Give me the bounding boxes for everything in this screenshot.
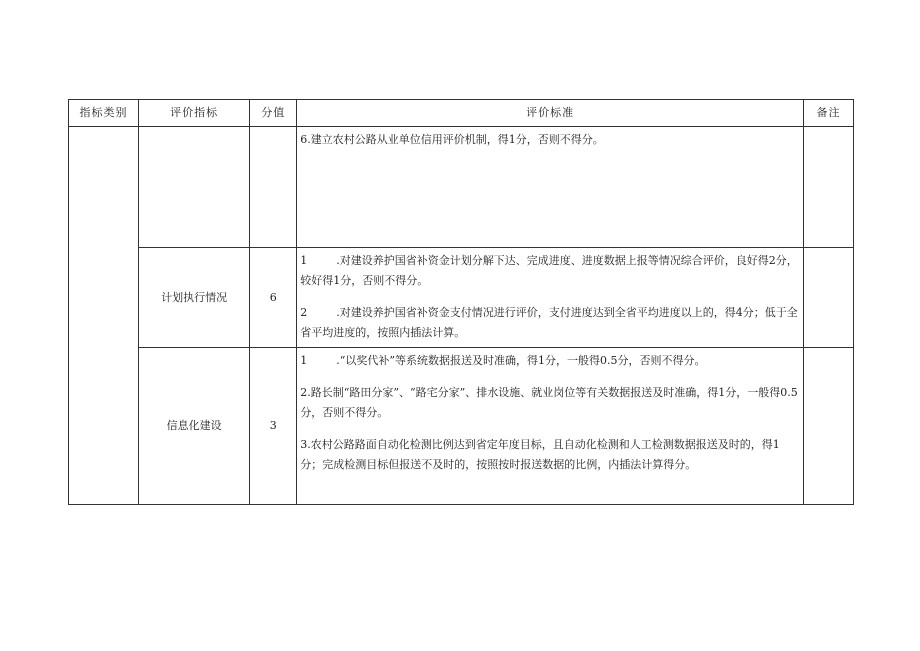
criterion-item [300, 303, 801, 343]
table-row [69, 127, 854, 248]
standard-cell [297, 248, 804, 348]
category-cell [69, 127, 139, 505]
header-standard: 评价标准 [297, 100, 804, 127]
indicator-cell: 信息化建设 [139, 348, 250, 505]
table-header-row [69, 100, 854, 127]
criterion-item [300, 383, 801, 423]
criterion-text: .对建设养护国省补资金支付情况进行评价，支付进度达到全省平均进度以上的，得4分；低于全省平均进度的，按照内插法计算。 [300, 306, 798, 339]
indicator-cell: 计划执行情况 [139, 248, 250, 348]
criterion-text: .“以奖代补”等系统数据报送及时准确，得1分，一般得0.5分，否则不得分。 [336, 354, 706, 367]
header-indicator: 评价指标 [139, 100, 250, 127]
standard-cell [297, 348, 804, 505]
header-note: 备注 [803, 100, 853, 127]
criterion-item [300, 435, 801, 475]
criterion-number: 1 [300, 354, 308, 367]
table-row [69, 348, 854, 505]
indicator-cell [139, 127, 250, 248]
criterion-text: 3.农村公路路面自动化检测比例达到省定年度目标，且自动化检测和人工检测数据报送及时的，得1分；完成检测目标但报送不及时的，按照按时报送数据的比例，内插法计算得分。 [300, 438, 780, 471]
note-cell [803, 248, 853, 348]
score-cell: 6 [250, 248, 297, 348]
criterion-text: 2.路长制“路田分家”、“路宅分家”、排水设施、就业岗位等有关数据报送及时准确，得1分，一般得0.5分，否则不得分。 [300, 386, 798, 419]
standard-cell [297, 127, 804, 248]
criterion-text: 6.建立农村公路从业单位信用评价机制，得1分，否则不得分。 [300, 133, 604, 146]
header-category: 指标类别 [69, 100, 139, 127]
score-cell [250, 127, 297, 248]
criterion-number: 2 [300, 306, 308, 319]
note-cell [803, 348, 853, 505]
criterion-item [300, 251, 801, 291]
header-score: 分值 [250, 100, 297, 127]
criterion-number: 1 [300, 254, 308, 267]
score-cell: 3 [250, 348, 297, 505]
criterion-item [300, 351, 801, 371]
note-cell [803, 127, 853, 248]
table-row [69, 248, 854, 348]
criterion-text: .对建设养护国省补资金计划分解下达、完成进度、进度数据上报等情况综合评价，良好得2分，较好得1分，否则不得分。 [300, 254, 798, 287]
evaluation-table [68, 99, 854, 505]
